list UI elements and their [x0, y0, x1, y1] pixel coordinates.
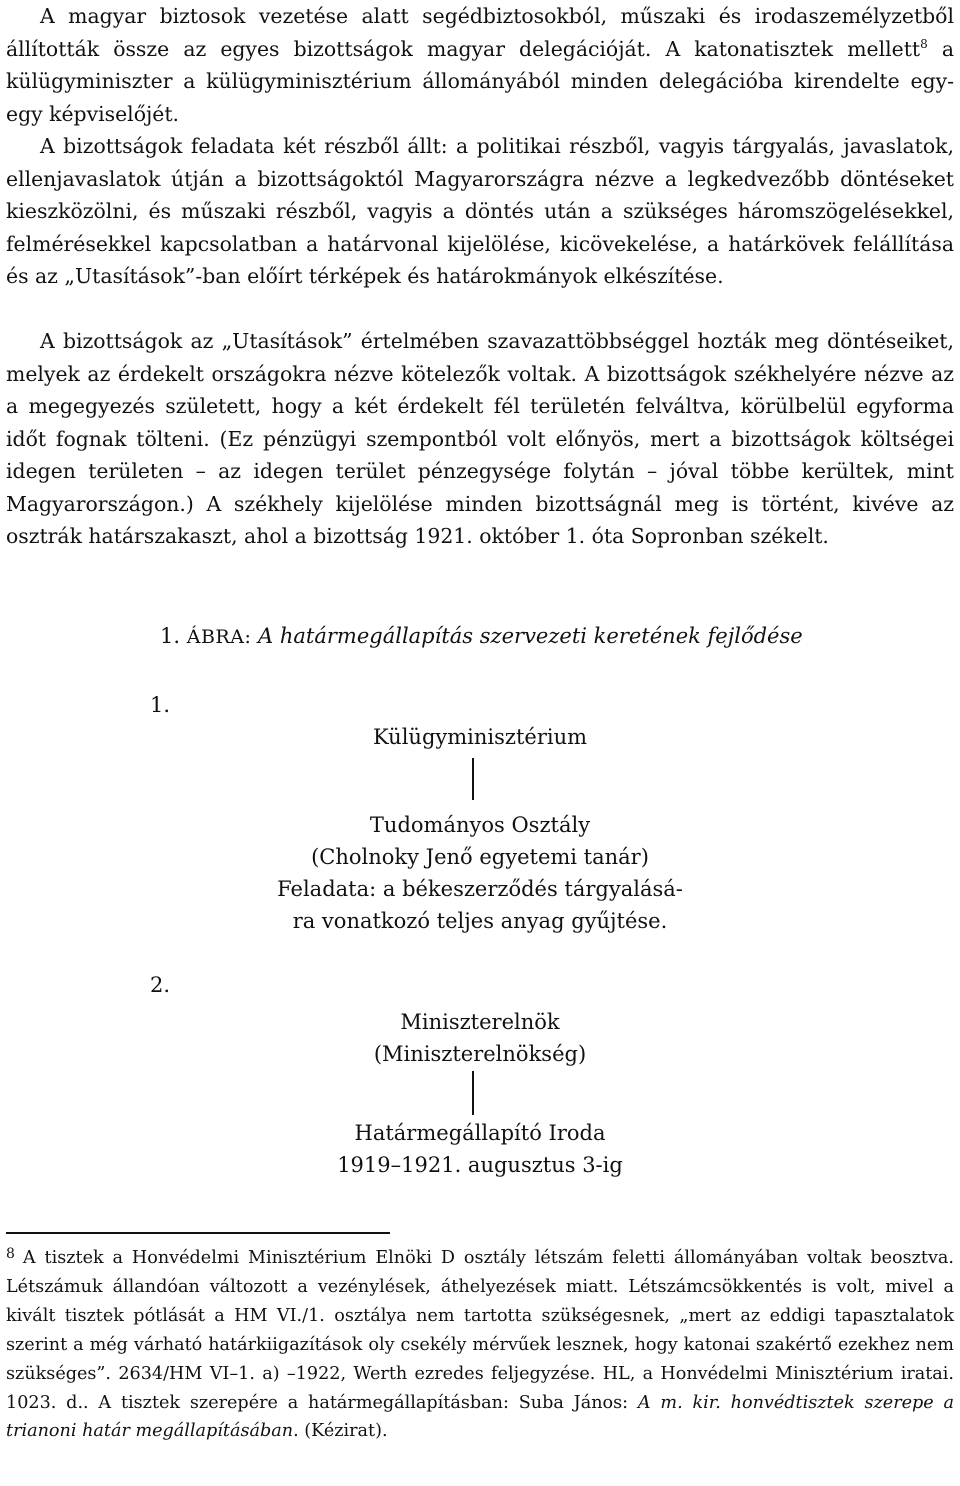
footnote-8	[6, 1244, 954, 1446]
footnote-text: A tisztek a Honvédelmi Minisztérium Elnöki D osztály létszám feletti állományában voltak beosztva. Létszámuk állandóan változott a vezénylések, áthelyezések miatt. Létszámcsökkentés is volt, mivel a kivált tisztek pótlását a HM VI./1. osztálya nem tartotta szükségesnek, „mert az eddigi tapasztalatok szerint a még várható határkiigazítások oly csekély mérvűek lesznek, hogy katonai szakértő ezekhez nem szükséges”. 2634/HM VI–1. a) –1922, Werth ezredes feljegyzése. HL, a Honvédelmi Minisztérium iratai. 1023. d.. A tisztek szerepére a határmegállapításban: Suba János:	[6, 1248, 954, 1413]
figure-caption	[160, 620, 860, 653]
node-line: (Miniszterelnökség)	[373, 1042, 587, 1066]
node-line: Tudományos Osztály	[369, 813, 591, 837]
connector-line-1	[472, 758, 474, 800]
section-1-number: 1.	[150, 693, 171, 717]
footnote-marker: 8	[6, 1246, 15, 1262]
node-line: 1919–1921. augusztus 3-ig	[337, 1153, 623, 1177]
paragraph-1-text-a: A magyar biztosok vezetése alatt segédbiztosokból, műszaki és irodaszemélyzetből állították össze az egyes bizottságok magyar delegációját. A katonatisztek mellett	[6, 4, 954, 61]
connector-line-2	[472, 1071, 474, 1115]
footnote-reference[interactable]: 8	[920, 36, 928, 51]
node-tudomanyos-osztaly	[220, 809, 740, 937]
node-label: Külügyminisztérium	[372, 725, 588, 749]
footnote-text-end: . (Kézirat).	[293, 1421, 388, 1442]
node-line: Miniszterelnök	[400, 1010, 560, 1034]
paragraph-3: A bizottságok az „Utasítások” értelmében szavazattöbbséggel hozták meg döntéseiket, melyek az érdekelt országokra nézve kötelezők voltak. A bizottságok székhelyére nézve az a megegyezés született, hogy a két érdekelt fél területén felváltva, körülbelül egyforma időt fognak tölteni. (Ez pénzügyi szempontból volt előnyös, mert a bizottságok költségei idegen területen – az idegen terület pénzegysége folytán – jóval többe kerültek, mint Magyarországon.) A székhely kijelölése minden bizottságnál meg is történt, kivéve az osztrák határszakaszt, ahol a bizottság 1921. október 1. óta Sopronban székelt.	[6, 329, 954, 548]
figure-title: A határmegállapítás szervezeti keretének fejlődése	[258, 624, 803, 648]
node-miniszterelnok	[220, 1006, 740, 1070]
section-2-number: 2.	[150, 973, 171, 997]
footnote-divider	[6, 1232, 390, 1234]
node-kulugyminiszterium	[220, 721, 740, 753]
figure-number: 1.	[160, 624, 181, 648]
paragraph-1	[6, 0, 954, 130]
node-line: ra vonatkozó teljes anyag gyűjtése.	[292, 909, 668, 933]
figure-label: ÁBRA:	[186, 626, 252, 648]
footnote-cited-title: A m. kir. honvédtisztek szerepe a trianoni határ megállapításában	[6, 1392, 954, 1442]
paragraph-2: A bizottságok feladata két részből állt: a politikai részből, vagyis tárgyalás, javaslatok, ellenjavaslatok útján a bizottságoktól Magyarországra nézve a legkedvezőbb döntéseket kieszközölni, és műszaki részből, vagyis a döntés után a szükséges háromszögelésekkel, felmérésekkel kapcsolatban a határvonal kijelölése, kicövekelése, a határkövek felállítása és az „Utasítások”-ban előírt térképek és határokmányok elkészítése.	[6, 134, 954, 288]
node-line: Határmegállapító Iroda	[354, 1121, 606, 1145]
node-hatarmegallapito-iroda	[220, 1117, 740, 1181]
node-line: (Cholnoky Jenő egyetemi tanár)	[311, 845, 649, 869]
paragraph-1-text-b: a külügyminiszter a külügyminisztérium állományából minden delegációba kirendelte egy-egy képviselőjét.	[6, 36, 954, 126]
node-line: Feladata: a békeszerződés tárgyalásá-	[277, 877, 683, 901]
